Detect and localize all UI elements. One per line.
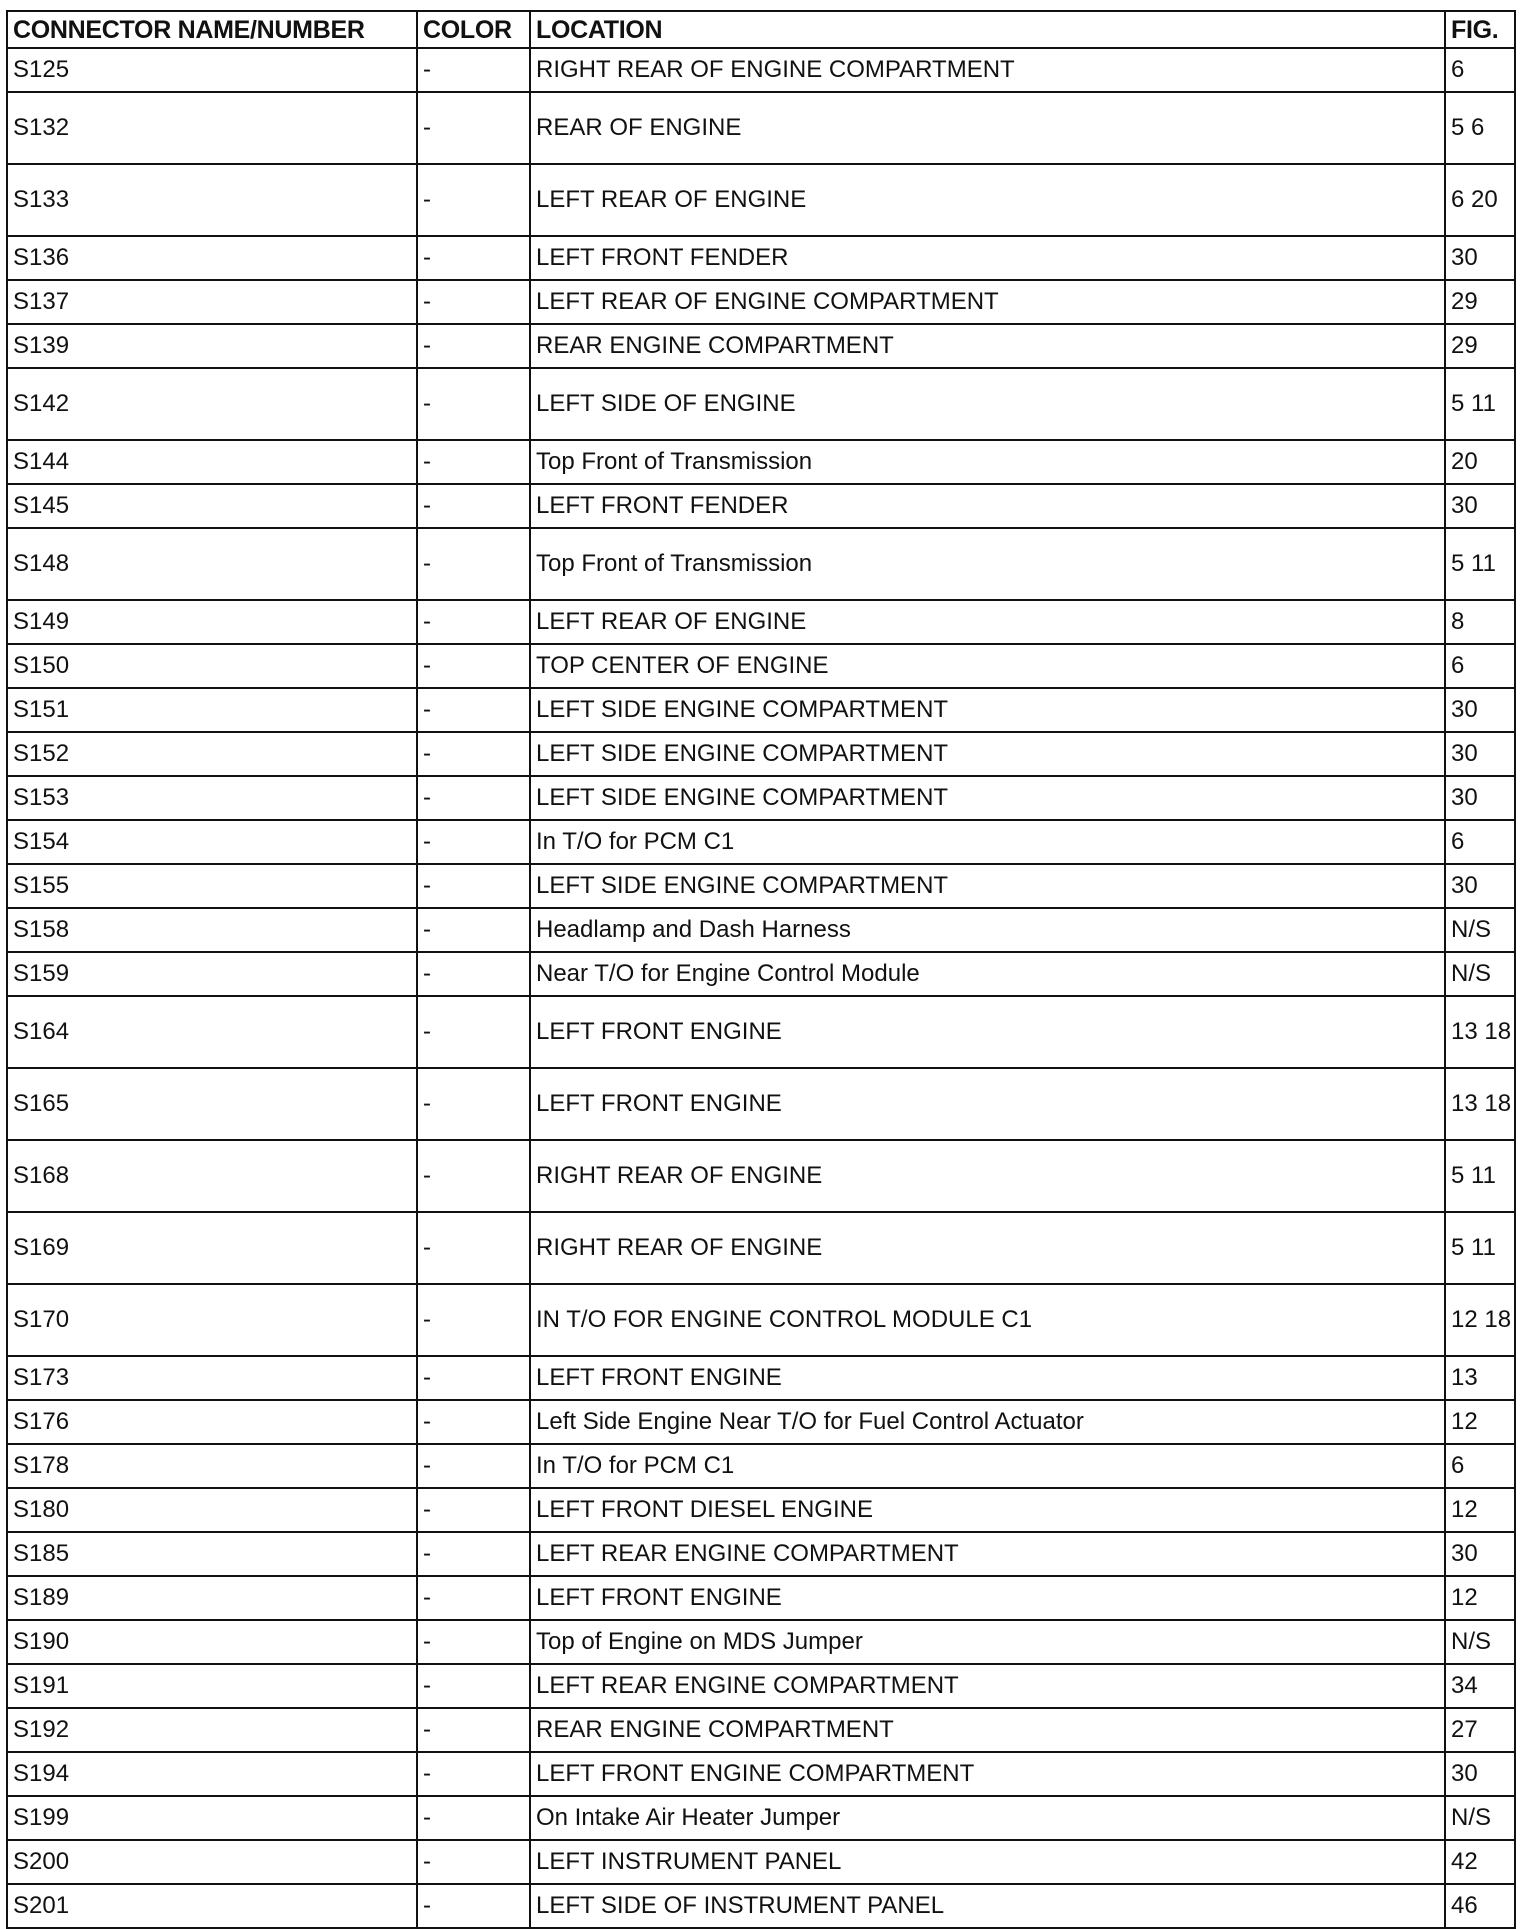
- fig-cell: 5 11: [1445, 1212, 1515, 1284]
- table-row: [7, 280, 1515, 324]
- table-row: [7, 776, 1515, 820]
- location-cell: LEFT REAR OF ENGINE: [530, 164, 1445, 236]
- connector-name-cell: S173: [7, 1356, 417, 1400]
- table-row: [7, 1840, 1515, 1884]
- location-cell: LEFT SIDE OF INSTRUMENT PANEL: [530, 1884, 1445, 1928]
- table-row: [7, 864, 1515, 908]
- table-row: [7, 1664, 1515, 1708]
- color-cell: -: [417, 1884, 530, 1928]
- fig-cell: 29: [1445, 280, 1515, 324]
- location-cell: LEFT SIDE OF ENGINE: [530, 368, 1445, 440]
- connector-name-cell: S192: [7, 1708, 417, 1752]
- location-cell: Top Front of Transmission: [530, 528, 1445, 600]
- location-cell: In T/O for PCM C1: [530, 1444, 1445, 1488]
- table-row: [7, 1620, 1515, 1664]
- fig-cell: 12: [1445, 1576, 1515, 1620]
- color-cell: -: [417, 1664, 530, 1708]
- connector-name-cell: S159: [7, 952, 417, 996]
- fig-cell: 30: [1445, 1532, 1515, 1576]
- color-cell: -: [417, 1752, 530, 1796]
- color-cell: -: [417, 164, 530, 236]
- connector-name-cell: S148: [7, 528, 417, 600]
- color-cell: -: [417, 1400, 530, 1444]
- table-row: [7, 1068, 1515, 1140]
- color-cell: -: [417, 440, 530, 484]
- connector-name-cell: S168: [7, 1140, 417, 1212]
- color-cell: -: [417, 1620, 530, 1664]
- table-row: [7, 1532, 1515, 1576]
- table-row: [7, 1444, 1515, 1488]
- location-cell: REAR ENGINE COMPARTMENT: [530, 1708, 1445, 1752]
- connector-name-cell: S189: [7, 1576, 417, 1620]
- table-row: [7, 1400, 1515, 1444]
- connector-name-cell: S155: [7, 864, 417, 908]
- location-cell: LEFT INSTRUMENT PANEL: [530, 1840, 1445, 1884]
- table-row: [7, 908, 1515, 952]
- color-cell: -: [417, 688, 530, 732]
- table-header: [7, 11, 1515, 48]
- table-body: [7, 48, 1515, 1928]
- connector-name-cell: S136: [7, 236, 417, 280]
- fig-cell: 42: [1445, 1840, 1515, 1884]
- table-row: [7, 1796, 1515, 1840]
- connector-name-cell: S190: [7, 1620, 417, 1664]
- color-cell: -: [417, 48, 530, 92]
- color-cell: -: [417, 996, 530, 1068]
- fig-cell: 30: [1445, 484, 1515, 528]
- fig-cell: 30: [1445, 688, 1515, 732]
- connector-name-cell: S154: [7, 820, 417, 864]
- location-cell: Near T/O for Engine Control Module: [530, 952, 1445, 996]
- fig-cell: 30: [1445, 1752, 1515, 1796]
- connector-name-cell: S152: [7, 732, 417, 776]
- connector-name-cell: S125: [7, 48, 417, 92]
- color-cell: -: [417, 732, 530, 776]
- location-cell: Headlamp and Dash Harness: [530, 908, 1445, 952]
- location-cell: TOP CENTER OF ENGINE: [530, 644, 1445, 688]
- fig-cell: 20: [1445, 440, 1515, 484]
- table-row: [7, 732, 1515, 776]
- fig-cell: 5 11: [1445, 528, 1515, 600]
- table-row: [7, 820, 1515, 864]
- connector-name-cell: S133: [7, 164, 417, 236]
- header-fig: FIG.: [1445, 11, 1515, 48]
- fig-cell: 8: [1445, 600, 1515, 644]
- table-row: [7, 1708, 1515, 1752]
- fig-cell: 30: [1445, 732, 1515, 776]
- connector-name-cell: S164: [7, 996, 417, 1068]
- location-cell: RIGHT REAR OF ENGINE COMPARTMENT: [530, 48, 1445, 92]
- table-row: [7, 440, 1515, 484]
- fig-cell: 13: [1445, 1356, 1515, 1400]
- table-row: [7, 484, 1515, 528]
- fig-cell: 34: [1445, 1664, 1515, 1708]
- location-cell: LEFT FRONT ENGINE: [530, 1068, 1445, 1140]
- location-cell: LEFT FRONT ENGINE COMPARTMENT: [530, 1752, 1445, 1796]
- table-row: [7, 1884, 1515, 1928]
- color-cell: -: [417, 952, 530, 996]
- fig-cell: 29: [1445, 324, 1515, 368]
- connector-name-cell: S149: [7, 600, 417, 644]
- location-cell: LEFT SIDE ENGINE COMPARTMENT: [530, 732, 1445, 776]
- table-row: [7, 688, 1515, 732]
- fig-cell: 12: [1445, 1400, 1515, 1444]
- location-cell: LEFT REAR OF ENGINE: [530, 600, 1445, 644]
- color-cell: -: [417, 1444, 530, 1488]
- connector-location-table: [6, 10, 1516, 1929]
- fig-cell: 30: [1445, 864, 1515, 908]
- table-row: [7, 1488, 1515, 1532]
- table-row: [7, 996, 1515, 1068]
- table-row: [7, 1140, 1515, 1212]
- connector-name-cell: S132: [7, 92, 417, 164]
- color-cell: -: [417, 1488, 530, 1532]
- color-cell: -: [417, 1796, 530, 1840]
- color-cell: -: [417, 600, 530, 644]
- fig-cell: 30: [1445, 776, 1515, 820]
- fig-cell: 27: [1445, 1708, 1515, 1752]
- color-cell: -: [417, 280, 530, 324]
- header-location: LOCATION: [530, 11, 1445, 48]
- fig-cell: 12 18: [1445, 1284, 1515, 1356]
- table-row: [7, 1752, 1515, 1796]
- connector-name-cell: S169: [7, 1212, 417, 1284]
- table-row: [7, 952, 1515, 996]
- color-cell: -: [417, 324, 530, 368]
- location-cell: RIGHT REAR OF ENGINE: [530, 1140, 1445, 1212]
- table-row: [7, 644, 1515, 688]
- location-cell: Top Front of Transmission: [530, 440, 1445, 484]
- color-cell: -: [417, 1212, 530, 1284]
- connector-name-cell: S139: [7, 324, 417, 368]
- location-cell: On Intake Air Heater Jumper: [530, 1796, 1445, 1840]
- table-row: [7, 1356, 1515, 1400]
- fig-cell: 13 18: [1445, 996, 1515, 1068]
- fig-cell: N/S: [1445, 1620, 1515, 1664]
- color-cell: -: [417, 1284, 530, 1356]
- location-cell: Top of Engine on MDS Jumper: [530, 1620, 1445, 1664]
- connector-name-cell: S185: [7, 1532, 417, 1576]
- connector-name-cell: S144: [7, 440, 417, 484]
- connector-name-cell: S165: [7, 1068, 417, 1140]
- fig-cell: N/S: [1445, 952, 1515, 996]
- connector-name-cell: S170: [7, 1284, 417, 1356]
- fig-cell: 6 20: [1445, 164, 1515, 236]
- fig-cell: 6: [1445, 1444, 1515, 1488]
- connector-name-cell: S180: [7, 1488, 417, 1532]
- fig-cell: 6: [1445, 48, 1515, 92]
- header-color: COLOR: [417, 11, 530, 48]
- table-row: [7, 324, 1515, 368]
- connector-name-cell: S191: [7, 1664, 417, 1708]
- connector-name-cell: S153: [7, 776, 417, 820]
- table-row: [7, 600, 1515, 644]
- connector-name-cell: S137: [7, 280, 417, 324]
- table-row: [7, 48, 1515, 92]
- fig-cell: 12: [1445, 1488, 1515, 1532]
- location-cell: REAR OF ENGINE: [530, 92, 1445, 164]
- color-cell: -: [417, 820, 530, 864]
- connector-name-cell: S178: [7, 1444, 417, 1488]
- fig-cell: 6: [1445, 820, 1515, 864]
- table-row: [7, 1576, 1515, 1620]
- table-row: [7, 1284, 1515, 1356]
- connector-name-cell: S194: [7, 1752, 417, 1796]
- fig-cell: 5 11: [1445, 1140, 1515, 1212]
- location-cell: LEFT FRONT ENGINE: [530, 996, 1445, 1068]
- fig-cell: 13 18: [1445, 1068, 1515, 1140]
- header-connector-name: CONNECTOR NAME/NUMBER: [7, 11, 417, 48]
- header-row: [7, 11, 1515, 48]
- color-cell: -: [417, 1068, 530, 1140]
- color-cell: -: [417, 1576, 530, 1620]
- connector-name-cell: S200: [7, 1840, 417, 1884]
- color-cell: -: [417, 776, 530, 820]
- table-row: [7, 164, 1515, 236]
- fig-cell: 5 11: [1445, 368, 1515, 440]
- location-cell: LEFT FRONT FENDER: [530, 484, 1445, 528]
- location-cell: LEFT FRONT FENDER: [530, 236, 1445, 280]
- location-cell: LEFT FRONT DIESEL ENGINE: [530, 1488, 1445, 1532]
- location-cell: REAR ENGINE COMPARTMENT: [530, 324, 1445, 368]
- location-cell: Left Side Engine Near T/O for Fuel Control Actuator: [530, 1400, 1445, 1444]
- connector-name-cell: S142: [7, 368, 417, 440]
- location-cell: In T/O for PCM C1: [530, 820, 1445, 864]
- location-cell: LEFT FRONT ENGINE: [530, 1356, 1445, 1400]
- fig-cell: N/S: [1445, 1796, 1515, 1840]
- color-cell: -: [417, 368, 530, 440]
- fig-cell: 6: [1445, 644, 1515, 688]
- table-row: [7, 1212, 1515, 1284]
- fig-cell: 46: [1445, 1884, 1515, 1928]
- color-cell: -: [417, 92, 530, 164]
- table-row: [7, 368, 1515, 440]
- color-cell: -: [417, 236, 530, 280]
- color-cell: -: [417, 1140, 530, 1212]
- connector-name-cell: S201: [7, 1884, 417, 1928]
- color-cell: -: [417, 1532, 530, 1576]
- connector-name-cell: S150: [7, 644, 417, 688]
- color-cell: -: [417, 528, 530, 600]
- fig-cell: 30: [1445, 236, 1515, 280]
- table-row: [7, 92, 1515, 164]
- connector-name-cell: S176: [7, 1400, 417, 1444]
- color-cell: -: [417, 864, 530, 908]
- fig-cell: N/S: [1445, 908, 1515, 952]
- location-cell: LEFT REAR OF ENGINE COMPARTMENT: [530, 280, 1445, 324]
- color-cell: -: [417, 644, 530, 688]
- color-cell: -: [417, 1708, 530, 1752]
- color-cell: -: [417, 484, 530, 528]
- location-cell: LEFT FRONT ENGINE: [530, 1576, 1445, 1620]
- connector-table-sheet: [6, 10, 1514, 1929]
- location-cell: LEFT SIDE ENGINE COMPARTMENT: [530, 776, 1445, 820]
- location-cell: RIGHT REAR OF ENGINE: [530, 1212, 1445, 1284]
- connector-name-cell: S145: [7, 484, 417, 528]
- location-cell: LEFT SIDE ENGINE COMPARTMENT: [530, 688, 1445, 732]
- table-row: [7, 528, 1515, 600]
- location-cell: LEFT REAR ENGINE COMPARTMENT: [530, 1664, 1445, 1708]
- connector-name-cell: S151: [7, 688, 417, 732]
- connector-name-cell: S158: [7, 908, 417, 952]
- location-cell: IN T/O FOR ENGINE CONTROL MODULE C1: [530, 1284, 1445, 1356]
- table-row: [7, 236, 1515, 280]
- color-cell: -: [417, 1356, 530, 1400]
- location-cell: LEFT REAR ENGINE COMPARTMENT: [530, 1532, 1445, 1576]
- location-cell: LEFT SIDE ENGINE COMPARTMENT: [530, 864, 1445, 908]
- fig-cell: 5 6: [1445, 92, 1515, 164]
- color-cell: -: [417, 908, 530, 952]
- connector-name-cell: S199: [7, 1796, 417, 1840]
- color-cell: -: [417, 1840, 530, 1884]
